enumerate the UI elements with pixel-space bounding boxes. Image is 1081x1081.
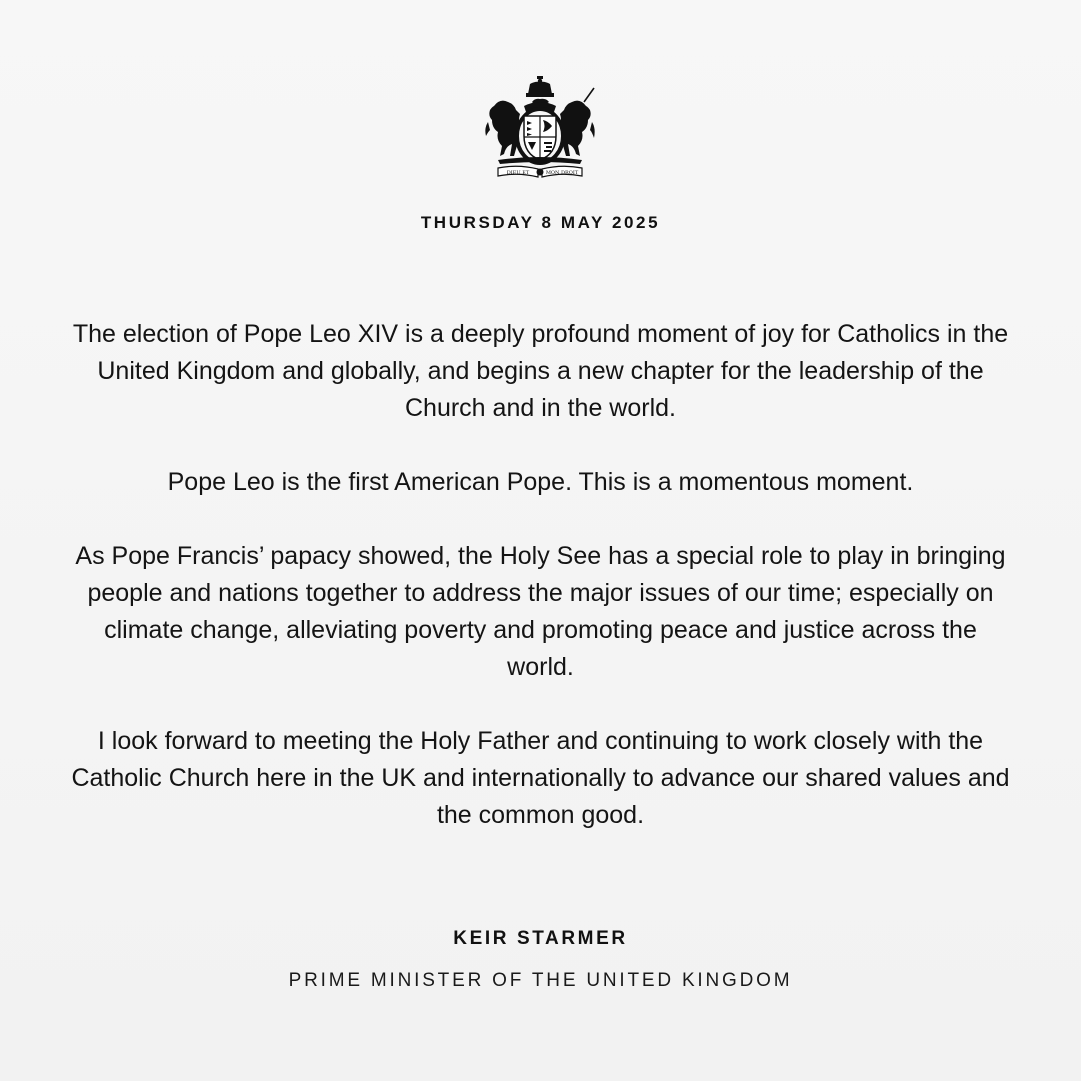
motto-left: DIEU ET [506,170,530,176]
statement-paragraph: I look forward to meeting the Holy Father and continuing to work closely with the Catholic Church here in the UK and internationally to advance our shared values and the common good. [71,727,1010,829]
motto-right: MON DROIT [545,170,579,176]
statement-paragraph: The election of Pope Leo XIV is a deeply profound moment of joy for Catholics in the United Kingdom and globally, and begins a new chapter for the leadership of the Church and in the world. [72,320,1009,422]
statement-date: THURSDAY 8 MAY 2025 [420,213,661,232]
royal-coat-of-arms-icon [480,76,600,182]
statement-paragraph: As Pope Francis’ papacy showed, the Holy See has a special role to play in bringing people and nations together to address the major issues of our time; especially on climate change, alleviating poverty and promoting peace and justice across the world. [75,542,1006,681]
signatory-title: PRIME MINISTER OF THE UNITED KINGDOM [288,970,793,991]
signatory-name: KEIR STARMER [453,928,628,949]
statement-paragraph: Pope Leo is the first American Pope. This is a momentous moment. [167,468,914,496]
statement-body [70,316,1011,871]
